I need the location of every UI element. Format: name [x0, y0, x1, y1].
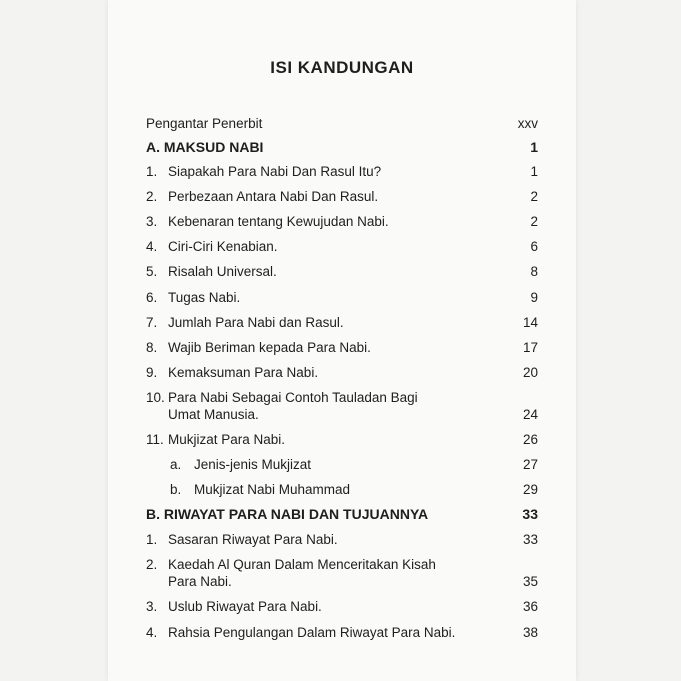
entry-letter: b.	[170, 482, 182, 497]
entry-text: Jumlah Para Nabi dan Rasul.	[168, 315, 344, 330]
entry-text: Kemaksuman Para Nabi.	[168, 365, 319, 380]
entry-text: Rahsia Pengulangan Dalam Riwayat Para Nabi.	[168, 625, 456, 640]
entry-number: 10.	[146, 390, 165, 405]
entry-number: 1.	[146, 164, 158, 179]
entry-number: 8.	[146, 340, 158, 355]
entry-number: 6.	[146, 290, 158, 305]
entry-text: Siapakah Para Nabi Dan Rasul Itu?	[168, 164, 382, 179]
entry-page: 6	[530, 239, 538, 254]
entry-text: Wajib Beriman kepada Para Nabi.	[168, 340, 371, 355]
entry-text: Jenis-jenis Mukjizat	[194, 457, 312, 472]
entry-page: 26	[522, 432, 538, 447]
page-title: ISI KANDUNGAN	[270, 58, 414, 77]
section-title: B. RIWAYAT PARA NABI DAN TUJUANNYA	[146, 506, 429, 522]
entry-page: xxv	[517, 116, 538, 131]
entry-number: 1.	[146, 532, 158, 547]
entry-page: 9	[530, 290, 538, 305]
entry-text: Risalah Universal.	[168, 264, 277, 279]
entry-text: Pengantar Penerbit	[146, 116, 263, 131]
entry-number: 7.	[146, 315, 158, 330]
entry-number: 4.	[146, 239, 158, 254]
entry-page: 17	[522, 340, 538, 355]
entry-page: 38	[522, 625, 538, 640]
entry-page: 8	[530, 264, 538, 279]
entry-number: 5.	[146, 264, 158, 279]
section-page: 33	[522, 506, 538, 522]
entry-number: 9.	[146, 365, 158, 380]
entry-text: Ciri-Ciri Kenabian.	[168, 239, 278, 254]
entry-letter: a.	[170, 457, 182, 472]
entry-page: 27	[522, 457, 538, 472]
entry-page: 29	[522, 482, 538, 497]
book-page	[108, 0, 576, 681]
entry-number: 3.	[146, 599, 158, 614]
entry-number: 3.	[146, 214, 158, 229]
entry-text: Uslub Riwayat Para Nabi.	[168, 599, 322, 614]
entry-text: Kebenaran tentang Kewujudan Nabi.	[168, 214, 389, 229]
entry-page: 33	[522, 532, 538, 547]
entry-number: 4.	[146, 625, 158, 640]
entry-number: 2.	[146, 557, 158, 572]
entry-number: 2.	[146, 189, 158, 204]
entry-text-line2: Para Nabi.	[168, 574, 232, 589]
entry-page: 20	[522, 365, 538, 380]
entry-text: Mukjizat Para Nabi.	[168, 432, 286, 447]
entry-number: 11.	[146, 432, 164, 447]
entry-text: Sasaran Riwayat Para Nabi.	[168, 532, 338, 547]
entry-page: 2	[530, 189, 538, 204]
entry-page: 36	[522, 599, 538, 614]
section-title: A. MAKSUD NABI	[146, 139, 264, 155]
entry-text: Tugas Nabi.	[168, 290, 241, 305]
entry-text: Para Nabi Sebagai Contoh Tauladan Bagi	[168, 390, 418, 405]
entry-text: Perbezaan Antara Nabi Dan Rasul.	[168, 189, 379, 204]
entry-page: 35	[522, 574, 538, 589]
entry-page: 2	[530, 214, 538, 229]
entry-page: 1	[530, 164, 538, 179]
entry-page: 14	[522, 315, 538, 330]
entry-text-line2: Umat Manusia.	[168, 407, 259, 422]
entry-text: Mukjizat Nabi Muhammad	[194, 482, 351, 497]
entry-page: 24	[522, 407, 538, 422]
entry-text: Kaedah Al Quran Dalam Menceritakan Kisah	[168, 557, 436, 572]
section-page: 1	[530, 139, 538, 155]
